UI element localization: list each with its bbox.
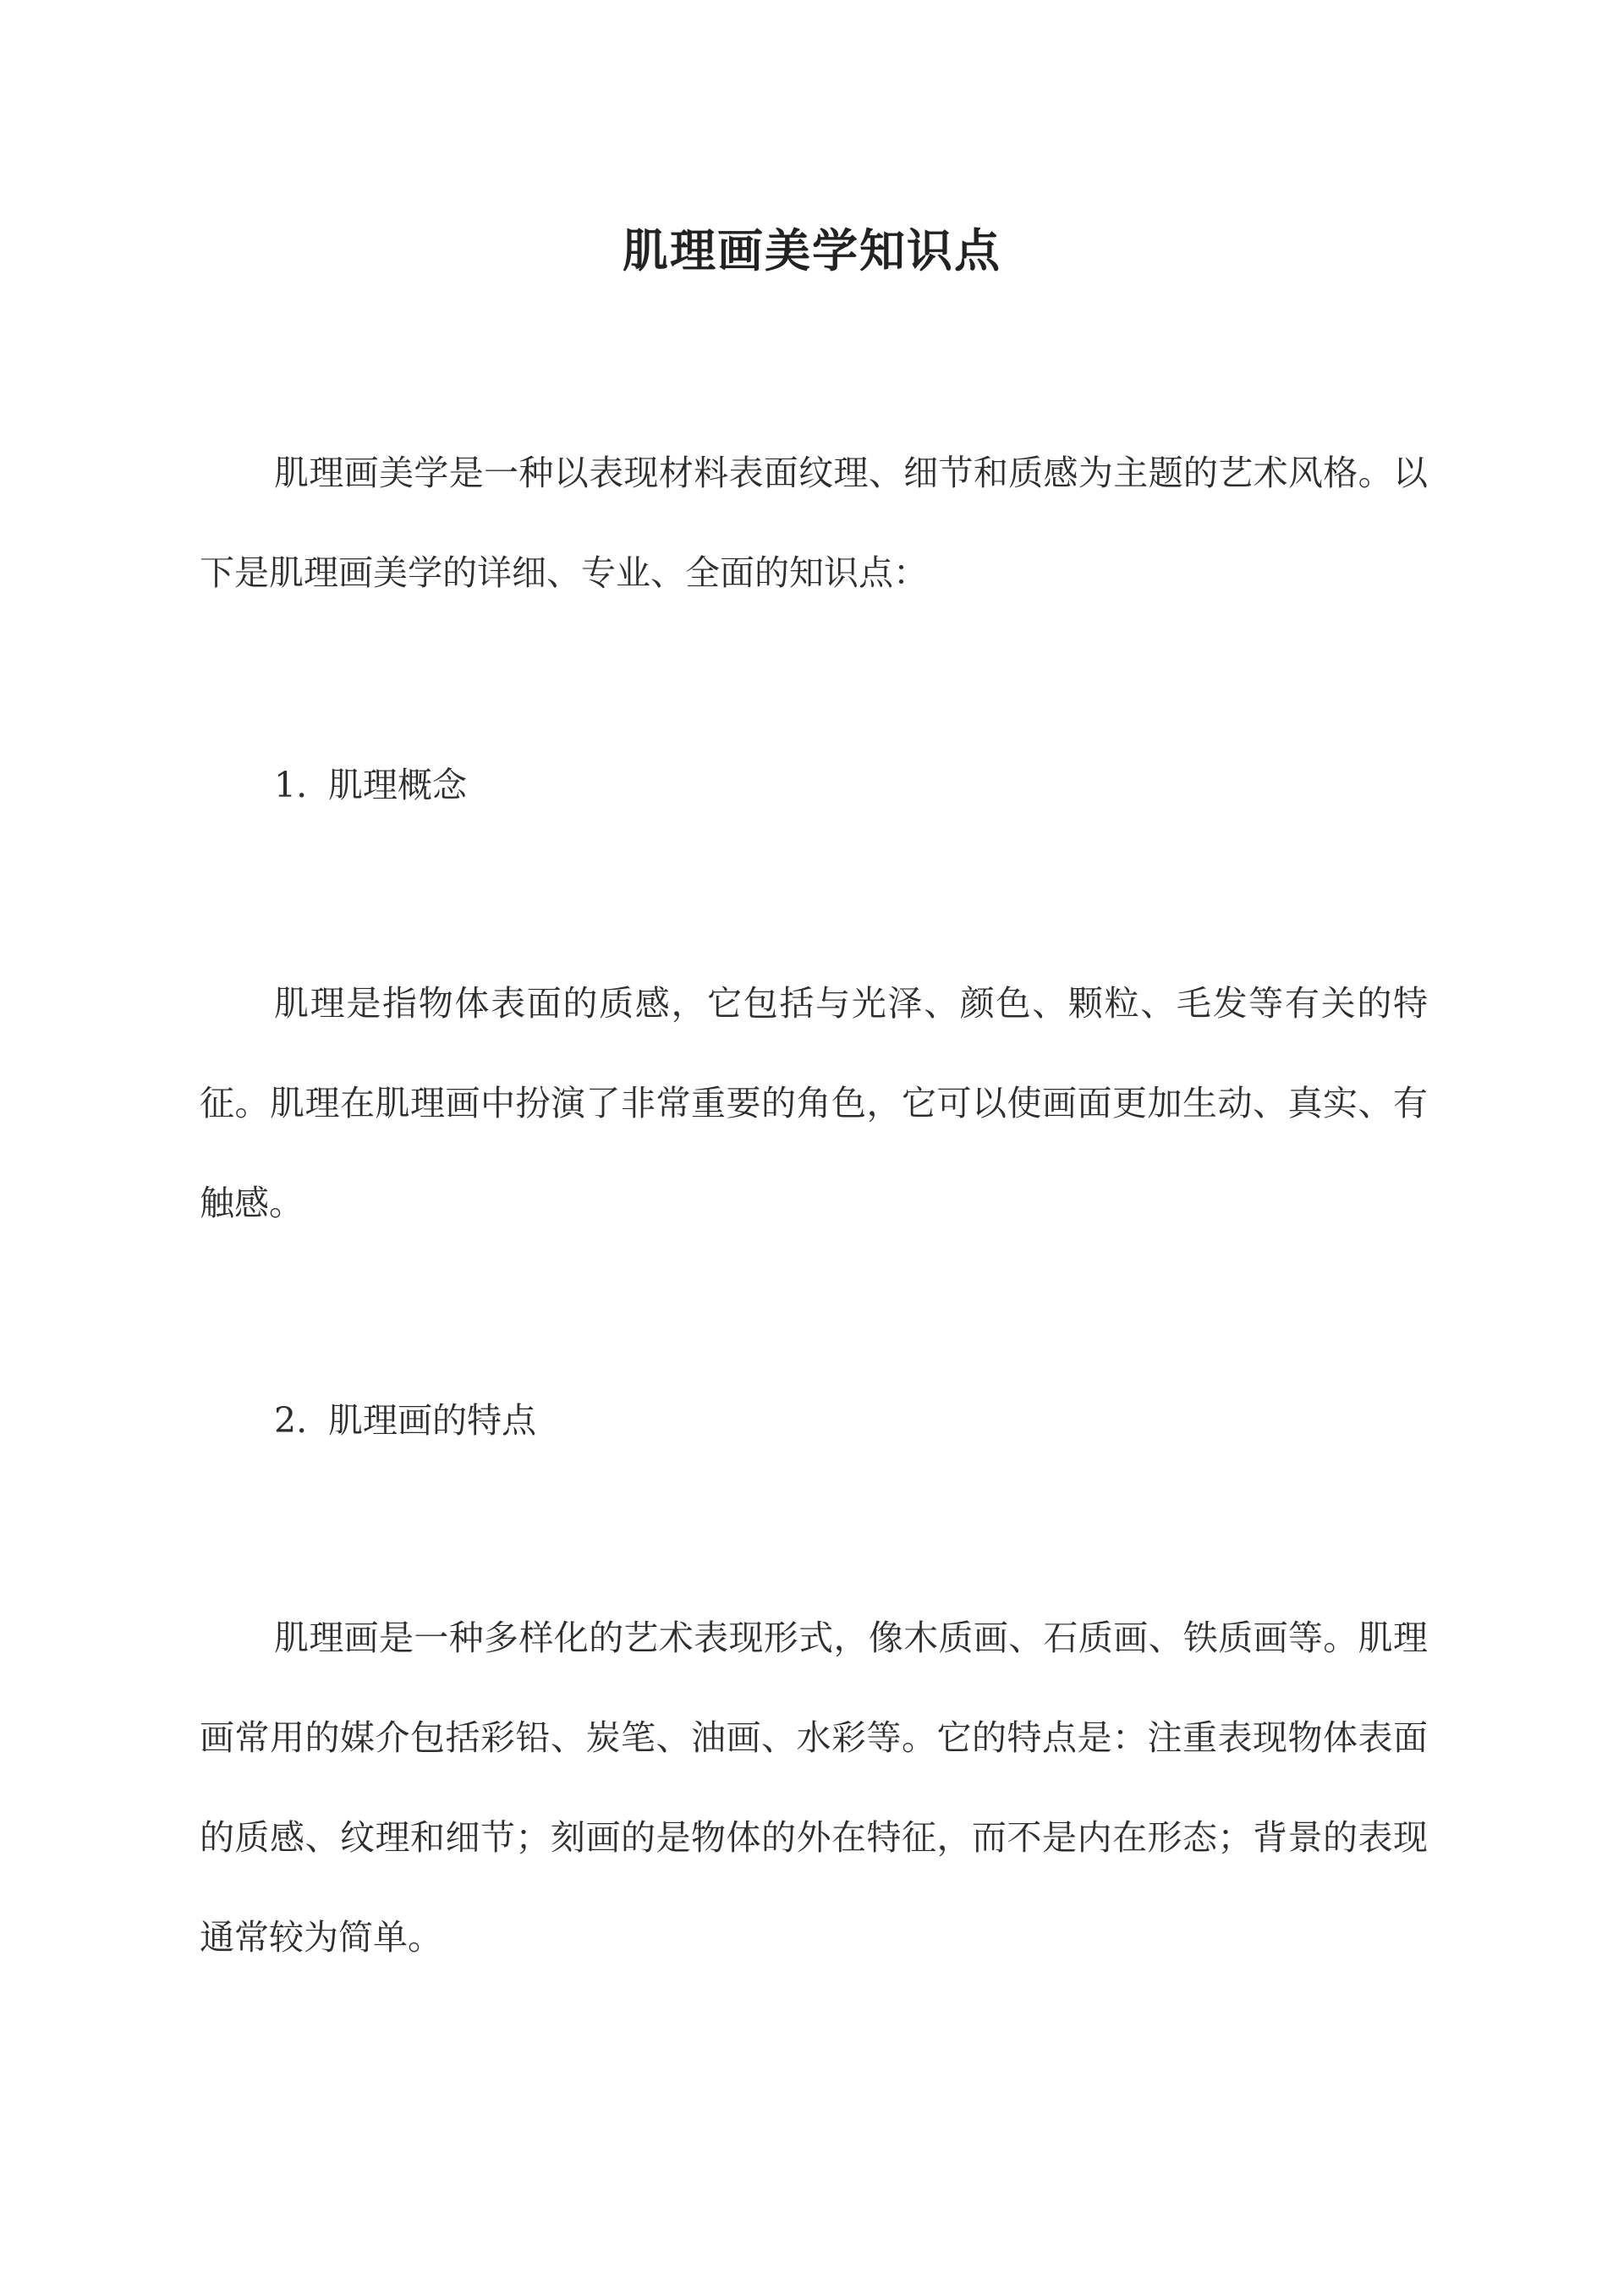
intro-paragraph: 肌理画美学是一种以表现材料表面纹理、细节和质感为主题的艺术风格。以下是肌理画美学的详细、专业、全面的知识点： — [200, 453, 1428, 593]
section-heading-text: 肌理画的特点 — [328, 1400, 536, 1441]
document-title: 肌理画美学知识点 — [623, 223, 1001, 278]
section-heading-2 — [274, 1400, 536, 1442]
section-heading-1 — [274, 765, 467, 806]
section-2-paragraph: 肌理画是一种多样化的艺术表现形式，像木质画、石质画、铁质画等。肌理画常用的媒介包括彩铅、炭笔、油画、水彩等。它的特点是：注重表现物体表面的质感、纹理和细节；刻画的是物体的外在特征，而不是内在形态；背景的表现通常较为简单。 — [200, 1618, 1428, 1958]
section-number: 2. — [274, 1400, 308, 1441]
section-1-paragraph: 肌理是指物体表面的质感，它包括与光泽、颜色、颗粒、毛发等有关的特征。肌理在肌理画中扮演了非常重要的角色，它可以使画面更加生动、真实、有触感。 — [200, 983, 1428, 1223]
section-heading-text: 肌理概念 — [328, 765, 467, 805]
section-number: 1. — [274, 765, 308, 805]
